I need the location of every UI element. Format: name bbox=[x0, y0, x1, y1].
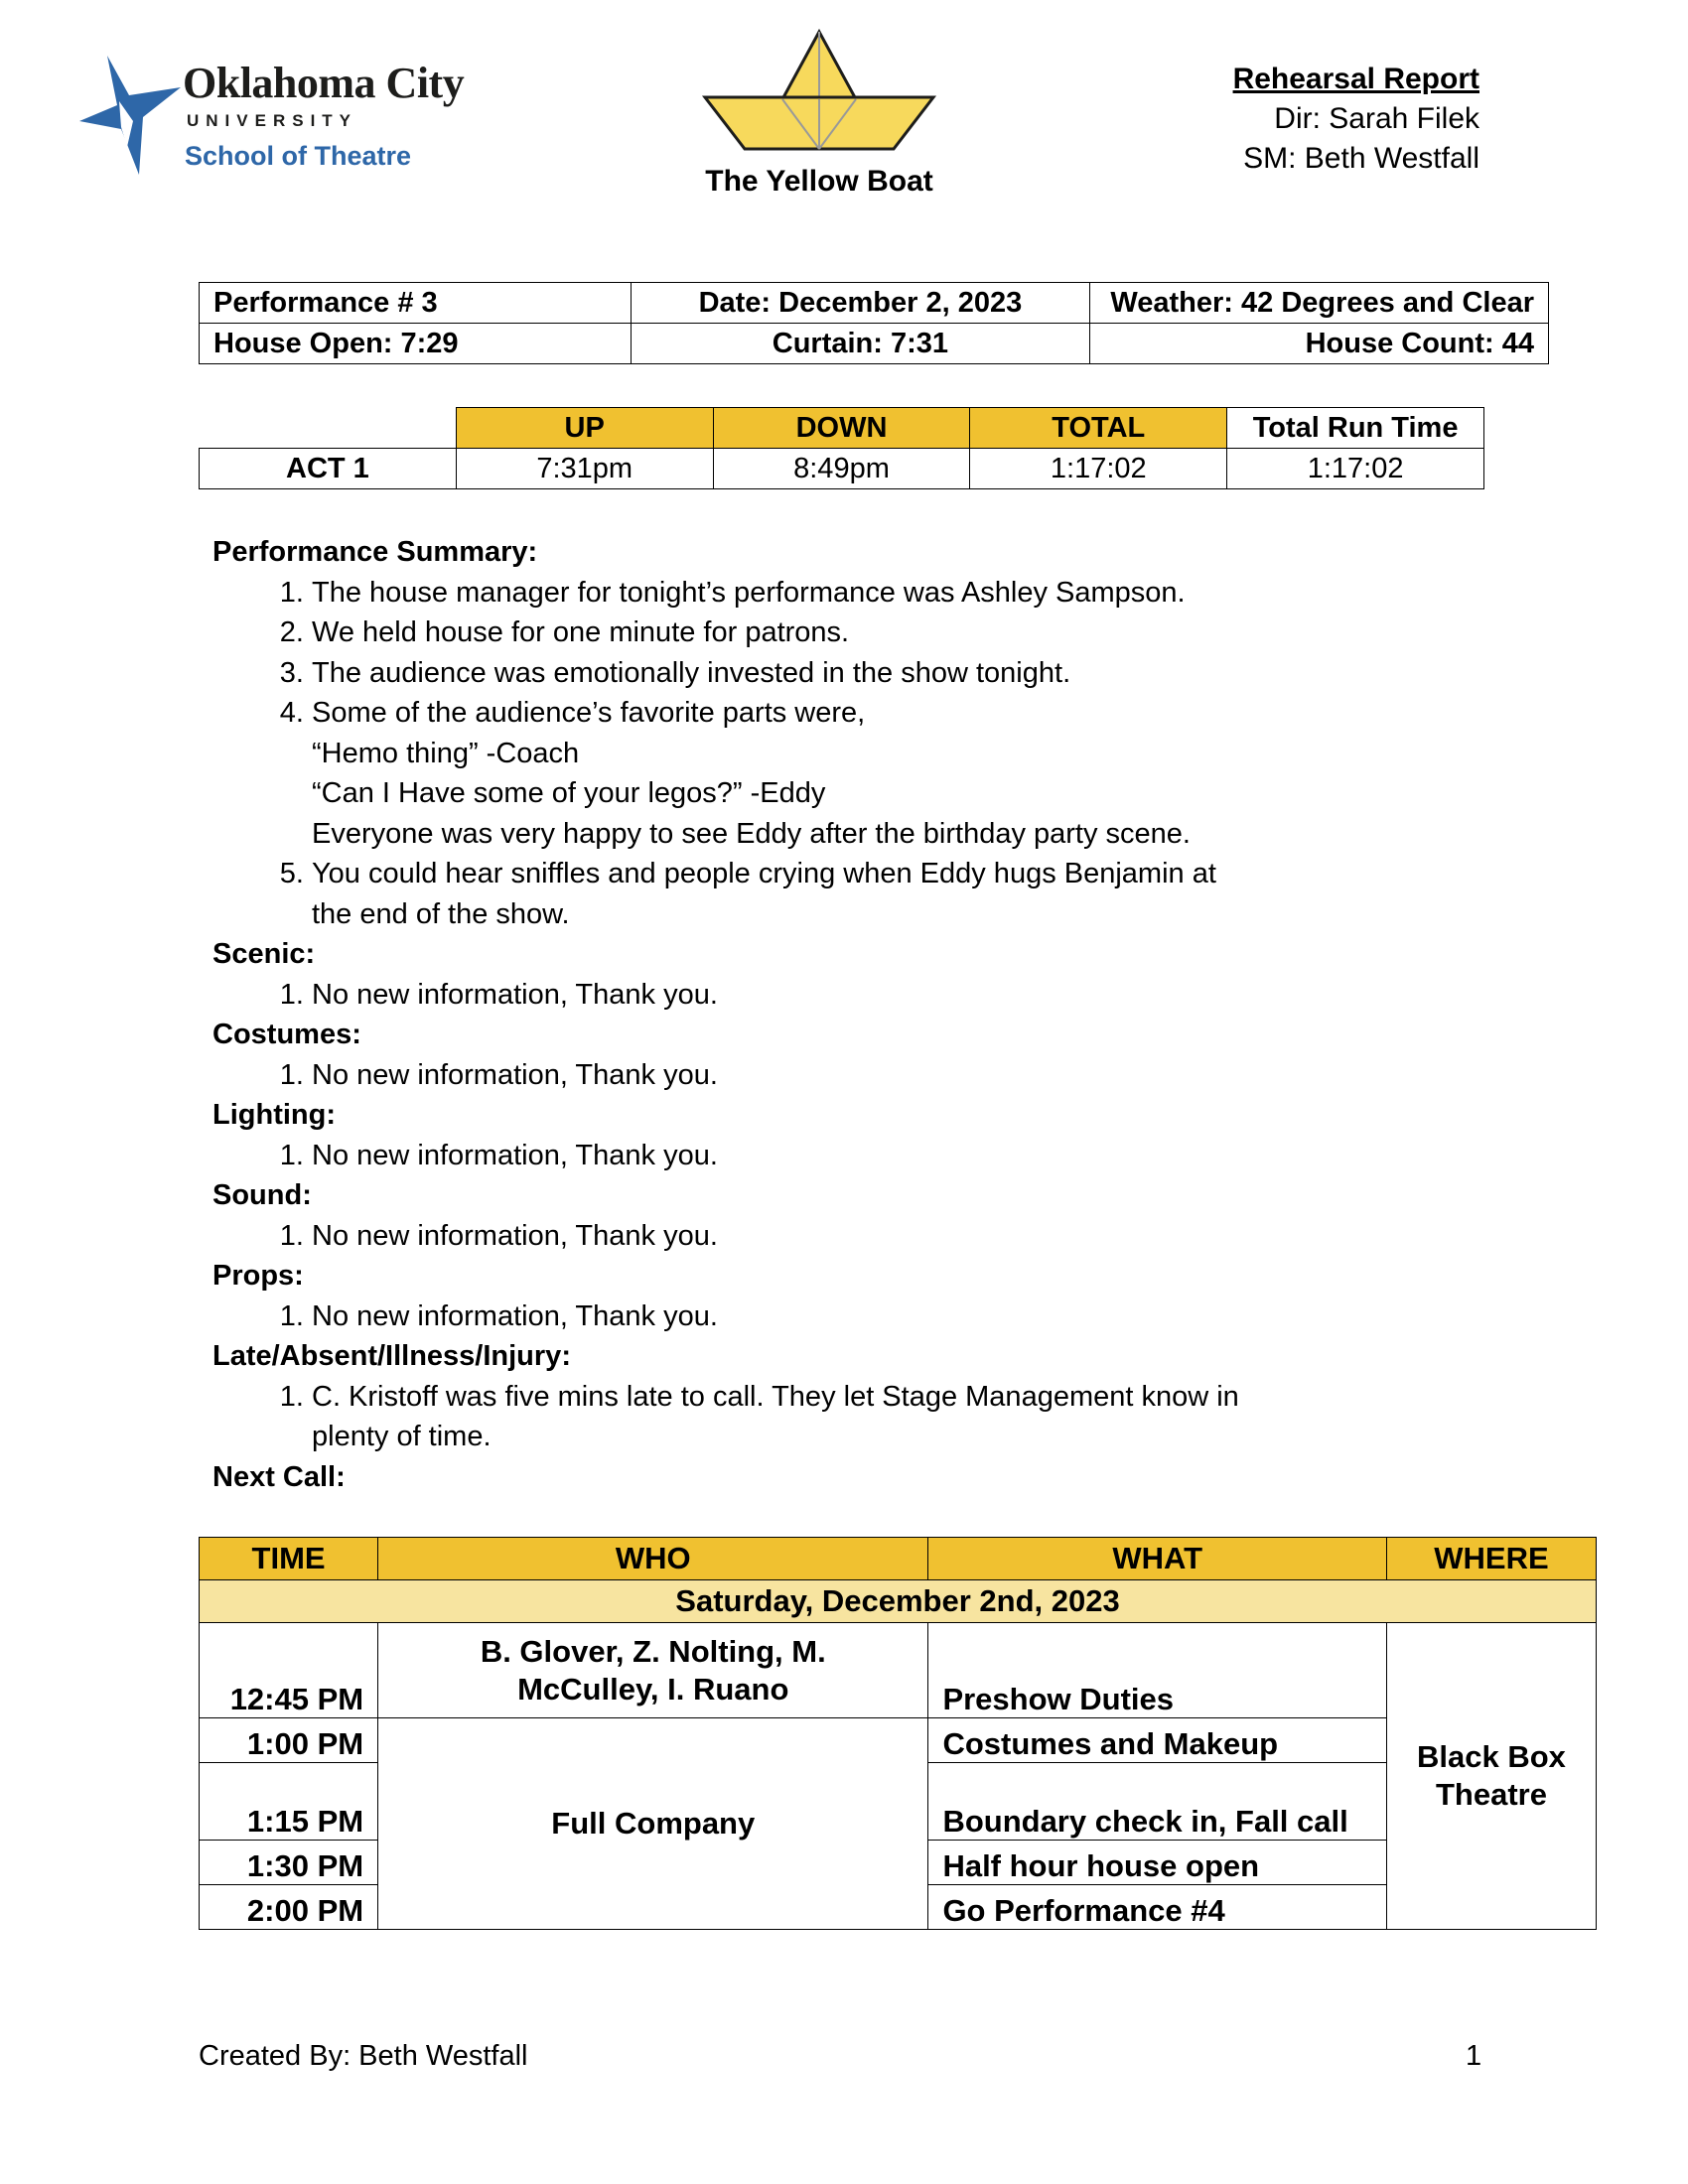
row-who: Full Company bbox=[378, 1718, 928, 1930]
director: Dir: Sarah Filek bbox=[1274, 102, 1479, 135]
list-item bbox=[312, 693, 1503, 854]
favorite-note: Everyone was very happy to see Eddy after the birthday party scene. bbox=[312, 817, 1191, 850]
list-item: 1. No new information, Thank you. bbox=[312, 1055, 1503, 1096]
act-total: 1:17:02 bbox=[970, 449, 1227, 489]
logo-name: Oklahoma City bbox=[183, 59, 465, 107]
report-title: Rehearsal Report bbox=[1232, 63, 1479, 95]
stage-manager: SM: Beth Westfall bbox=[1243, 142, 1479, 175]
act-label: ACT 1 bbox=[200, 449, 457, 489]
list-item: 1. No new information, Thank you. bbox=[312, 1136, 1503, 1176]
list-item: 5. You could hear sniffles and people crying when Eddy hugs Benjamin at the end of the show. bbox=[312, 854, 1503, 934]
curtain: Curtain: 7:31 bbox=[631, 324, 1089, 364]
list-item: 1. No new information, Thank you. bbox=[312, 975, 1503, 1016]
row-time: 12:45 PM bbox=[200, 1623, 378, 1718]
yellow-boat-logo bbox=[695, 28, 943, 206]
row-what: Preshow Duties bbox=[928, 1623, 1386, 1718]
report-notes bbox=[212, 532, 1503, 1497]
row-who: B. Glover, Z. Nolting, M. McCulley, I. Ruano bbox=[378, 1623, 928, 1718]
lighting-heading: Lighting: bbox=[212, 1099, 337, 1131]
weather: Weather: 42 Degrees and Clear bbox=[1089, 283, 1548, 324]
table-row bbox=[200, 1623, 1597, 1718]
header-total: TOTAL bbox=[970, 408, 1227, 449]
sound-heading: Sound: bbox=[212, 1179, 312, 1211]
favorite-quote: “Can I Have some of your legos?” -Eddy bbox=[312, 777, 826, 809]
late-heading: Late/Absent/Illness/Injury: bbox=[212, 1340, 571, 1372]
header-up: UP bbox=[456, 408, 713, 449]
star-icon bbox=[77, 52, 187, 181]
row-what: Boundary check in, Fall call bbox=[928, 1763, 1386, 1841]
performance-date: Date: December 2, 2023 bbox=[631, 283, 1089, 324]
row-time: 2:00 PM bbox=[200, 1885, 378, 1930]
list-item: 3. The audience was emotionally invested in the show tonight. bbox=[312, 653, 1503, 694]
summary-heading: Performance Summary: bbox=[212, 536, 538, 568]
row-time: 1:00 PM bbox=[200, 1718, 378, 1763]
header-what: WHAT bbox=[928, 1538, 1386, 1580]
created-by: Created By: Beth Westfall bbox=[199, 2040, 528, 2072]
page-number: 1 bbox=[1466, 2040, 1482, 2072]
summary-list bbox=[212, 573, 1503, 935]
scenic-heading: Scenic: bbox=[212, 938, 316, 970]
house-open: House Open: 7:29 bbox=[200, 324, 632, 364]
house-count: House Count: 44 bbox=[1089, 324, 1548, 364]
act-run-time: 1:17:02 bbox=[1227, 449, 1484, 489]
blank-cell bbox=[200, 408, 457, 449]
favorite-quote: “Hemo thing” -Coach bbox=[312, 737, 580, 769]
header-run-time: Total Run Time bbox=[1227, 408, 1484, 449]
row-time: 1:30 PM bbox=[200, 1841, 378, 1885]
act-up: 7:31pm bbox=[456, 449, 713, 489]
report-info bbox=[1233, 60, 1479, 179]
okcu-logo bbox=[77, 52, 475, 181]
list-item: 1. C. Kristoff was five mins late to call. They let Stage Management know in plenty of time. bbox=[312, 1377, 1503, 1457]
act-down: 8:49pm bbox=[713, 449, 970, 489]
props-heading: Props: bbox=[212, 1260, 304, 1292]
row-what: Go Performance #4 bbox=[928, 1885, 1386, 1930]
favorites-intro: Some of the audience’s favorite parts were, bbox=[312, 697, 866, 729]
show-title: The Yellow Boat bbox=[705, 165, 933, 198]
row-what: Half hour house open bbox=[928, 1841, 1386, 1885]
logo-school: School of Theatre bbox=[185, 141, 412, 171]
schedule-date: Saturday, December 2nd, 2023 bbox=[200, 1580, 1597, 1623]
list-item: 1. No new information, Thank you. bbox=[312, 1297, 1503, 1337]
row-time: 1:15 PM bbox=[200, 1763, 378, 1841]
call-schedule-table bbox=[199, 1537, 1597, 1930]
performance-info-table bbox=[199, 282, 1549, 364]
header-who: WHO bbox=[378, 1538, 928, 1580]
run-times-table bbox=[199, 407, 1484, 489]
next-call-heading: Next Call: bbox=[212, 1460, 346, 1493]
logo-university: UNIVERSITY bbox=[187, 111, 358, 130]
performance-number: Performance # 3 bbox=[200, 283, 632, 324]
paper-boat-icon bbox=[695, 28, 943, 157]
list-item: 2. We held house for one minute for patrons. bbox=[312, 613, 1503, 653]
list-item: 1. The house manager for tonight’s performance was Ashley Sampson. bbox=[312, 573, 1503, 614]
header-where: WHERE bbox=[1386, 1538, 1596, 1580]
list-item: 1. No new information, Thank you. bbox=[312, 1216, 1503, 1257]
row-where: Black Box Theatre bbox=[1386, 1623, 1596, 1930]
costumes-heading: Costumes: bbox=[212, 1019, 361, 1050]
row-what: Costumes and Makeup bbox=[928, 1718, 1386, 1763]
header-time: TIME bbox=[200, 1538, 378, 1580]
header-down: DOWN bbox=[713, 408, 970, 449]
